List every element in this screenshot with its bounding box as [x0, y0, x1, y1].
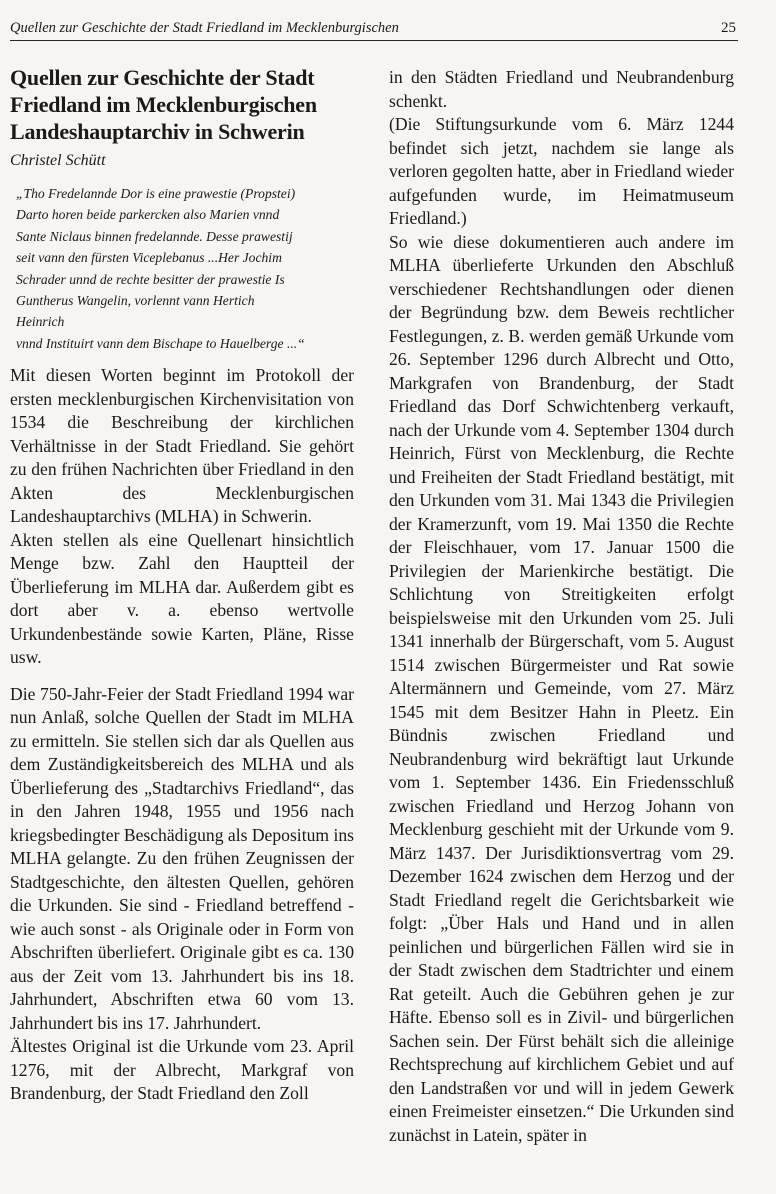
body-paragraph: Mit diesen Worten beginnt im Protokoll der ersten mecklenburgischen Kirchenvisitation von 1534 die Beschreibung der kirchlichen Verhältnisse in der Stadt Friedland. Sie gehört zu den frühen Nachrichten über Friedland in den Akten des Mecklenburgischen Landeshauptarchivs (MLHA) in Schwerin. — [10, 365, 354, 527]
quote-line: seit vann den fürsten Viceplebanus ...Her Jochim — [16, 250, 282, 266]
page-number: 25 — [721, 20, 736, 36]
body-paragraph: Ältestes Original ist die Urkunde vom 23. April 1276, mit der Albrecht, Markgraf von Brandenburg, der Stadt Friedland den Zoll — [10, 1036, 354, 1104]
left-column — [10, 64, 354, 1106]
quote-line: „Tho Fredelannde Dor is eine prawestie (Propstei) — [16, 186, 296, 201]
body-paragraph: So wie diese dokumentieren auch andere im MLHA überlieferte Urkunden den Abschluß verschiedener Rechtshandlungen oder dienen der Begründung bzw. dem Beweis rechtlicher Festlegungen, z. B. werden gemäß Urkunde vom 26. September 1296 durch Albrecht und Otto, Markgrafen von Brandenburg, der Stadt Friedland das Dorf Schwichtenberg verkauft, nach der Urkunde vom 4. September 1304 durch Heinrich, Fürst von Mecklenburg, die Rechte und Freiheiten der Stadt Friedland bestätigt, mit den Urkunden vom 31. Mai 1343 die Privilegien der Kramerzunft, vom 19. Mai 1350 die Rechte der Fleischhauer, vom 17. Januar 1500 die Privilegien der Marienkirche bestätigt. Die Schlichtung von Streitigkeiten erfolgt beispielsweise mit den Urkunden vom 25. Juli 1341 innerhalb der Bürgerschaft, vom 5. August 1514 zwischen Bürgermeister und Rat sowie Altermännern und Gemeinde, vom 27. März 1545 mit dem Besitzer Hahn in Pleetz. Ein Bündnis zwischen Friedland und Neubrandenburg wird bekräftigt laut Urkunde vom 1. September 1436. Ein Friedensschluß zwischen Friedland und Herzog Johann von Mecklenburg geschieht mit der Urkunde vom 9. März 1437. Der Jurisdiktionsvertrag vom 29. Dezember 1624 zwischen dem Herzog und der Stadt Friedland regelt die Gerichtsbarkeit wie folgt: „Über Hals und Hand und in allen peinlichen und bürgerlichen Fällen wird sie in der Stadt zwischen dem Stadtrichter und einem Rat geteilt. Auch die Gebühren gehen je zur Häfte. Ebenso soll es in Zivil- und bürgerlichen Sachen sein. Der Fürst behält sich die alleinige Rechtsprechung auf kirchlichem Gebiet und auf den Landstraßen vor und will in jedem Gewerk einen Freimeister einsetzen.“ Die Urkunden sind zunächst in Latein, später in — [389, 231, 734, 1145]
quote-line: vnnd Instituirt vann dem Bischape to Hauelberge ...“ — [16, 335, 305, 351]
quote-line: Sante Niclaus binnen fredelannde. Desse prawestij — [16, 228, 293, 244]
quote-line: Schrader unnd de rechte besitter der prawestie Is — [16, 271, 285, 287]
author-name: Christel Schütt — [10, 152, 106, 169]
body-paragraph: Die 750-Jahr-Feier der Stadt Friedland 1994 war nun Anlaß, solche Quellen der Stadt im MLHA zu ermitteln. Sie stellen sich dar als Quellen aus dem Zuständigkeitsbereich des MLHA und als Überlieferung des „Stadtarchivs Friedland“, das in den Jahren 1948, 1955 und 1956 nach kriegsbedingter Beschädigung als Depositum ins MLHA gelangte. Zu den frühen Zeugnissen der Stadtgeschichte, den ältesten Quellen, gehören die Urkunden. Sie sind - Friedland betreffend - wie auch sonst - als Originale oder in Form von Abschriften überliefert. Originale gibt es ca. 130 aus der Zeit vom 13. Jahrhundert bis ins 18. Jahrhundert, Abschriften etwa 60 vom 13. Jahrhundert bis ins 17. Jahrhundert. — [10, 683, 354, 1033]
running-header — [10, 18, 738, 41]
body-paragraph: (Die Stiftungsurkunde vom 6. März 1244 befindet sich jetzt, nachdem sie lange als verloren gegolten hatte, aber in Friedland wieder aufgefunden wurde, im Heimatmuseum Friedland.) — [389, 114, 734, 228]
article-title: Quellen zur Geschichte der Stadt Friedland im Mecklenburgischen Landeshauptarchiv in Schwerin — [10, 65, 317, 144]
epigraph-quote — [10, 183, 354, 354]
quote-line: Darto horen beide parkercken also Marien vnnd — [16, 207, 280, 223]
body-paragraph: Akten stellen als eine Quellenart hinsichtlich Menge bzw. Zahl den Hauptteil der Überlieferung im MLHA dar. Außerdem gibt es dort aber v. a. ebenso wertvolle Urkundenbestände sowie Karten, Pläne, Risse usw. — [10, 529, 354, 668]
quote-line: Guntherus Wangelin, vorlennt vann Hertich — [16, 293, 255, 309]
quote-line: Heinrich — [16, 314, 65, 330]
body-paragraph: in den Städten Friedland und Neubrandenburg schenkt. — [389, 67, 734, 111]
running-title: Quellen zur Geschichte der Stadt Friedland im Mecklenburgischen — [10, 20, 399, 36]
right-column — [389, 66, 734, 1147]
